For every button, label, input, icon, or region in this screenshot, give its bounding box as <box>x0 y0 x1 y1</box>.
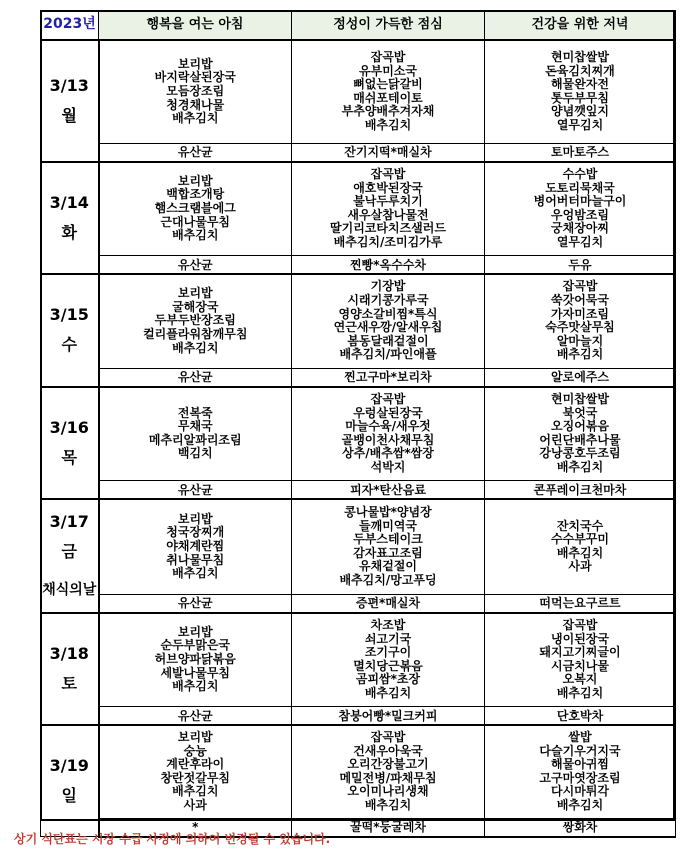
snack-cell: 잔기지떡*매실차 <box>292 143 485 162</box>
dinner-cell <box>485 499 676 594</box>
snack-cell: 유산균 <box>99 368 292 387</box>
breakfast-item: 백김치 <box>177 446 213 461</box>
day-snack-row <box>41 481 676 500</box>
lunch-item: 배추김치 <box>364 117 412 132</box>
breakfast-cell <box>99 274 292 368</box>
snack-cell: 꿀떡*둥굴레차 <box>292 818 485 837</box>
breakfast-item: 모듬장조림 <box>166 83 225 98</box>
lunch-item: 곰피쌈*초장 <box>355 672 421 687</box>
footer-notice: 상기 식단표는 시장 수급 사정에 의하여 변경될 수 있습니다. <box>14 832 331 846</box>
breakfast-item: 보리밥 <box>177 286 213 301</box>
dinner-item: 가자미조림 <box>551 306 609 321</box>
dinner-cell <box>485 274 676 368</box>
breakfast-item: 보리밥 <box>177 56 213 71</box>
dinner-item: 돼지고기찌글이 <box>539 645 621 660</box>
lunch-item: 잡곡밥 <box>370 166 406 181</box>
breakfast-header: 행복을 여는 아침 <box>99 11 292 41</box>
day-meals-row <box>41 613 676 707</box>
snack-cell: 쌍화차 <box>485 818 676 837</box>
day-weekday: 토 <box>61 673 77 693</box>
dinner-item: 열무김치 <box>556 234 604 249</box>
lunch-item: 잡곡밥 <box>370 729 406 744</box>
day-cell <box>41 162 99 275</box>
dinner-item: 숙주맛살무침 <box>545 320 615 335</box>
breakfast-item: 배추김치 <box>172 679 219 694</box>
breakfast-item: 창란젓갈무침 <box>160 770 231 785</box>
snack-cell: 증편*매실차 <box>292 594 485 613</box>
breakfast-item: 사과 <box>183 797 207 812</box>
dinner-item: 고구마엿장조림 <box>539 770 621 785</box>
lunch-item: 잡곡밥 <box>370 49 406 64</box>
day-weekday: 수 <box>61 335 77 355</box>
snack-cell: 피자*탄산음료 <box>292 481 485 500</box>
lunch-item: 뼈없는닭갈비 <box>353 77 423 92</box>
menu-table-body <box>41 40 676 837</box>
day-cell <box>41 274 99 387</box>
breakfast-item: 두부두반장조림 <box>154 313 236 328</box>
breakfast-item: 청경채나물 <box>166 97 225 112</box>
breakfast-cell <box>99 499 292 594</box>
menu-table-header <box>41 11 676 41</box>
breakfast-cell <box>99 613 292 707</box>
dinner-item: 도토리묵채국 <box>545 180 615 195</box>
dinner-item: 배추김치 <box>556 347 604 362</box>
dinner-item: 우엉밤조림 <box>551 207 609 222</box>
day-snack-row <box>41 707 676 726</box>
dinner-item: 다시마튀각 <box>551 784 609 799</box>
lunch-item: 멸치당근볶음 <box>353 658 423 673</box>
dinner-item: 해물완자전 <box>551 77 609 92</box>
day-snack-row <box>41 368 676 387</box>
breakfast-item: 바지락살된장국 <box>154 70 236 85</box>
dinner-item: 강낭콩호두조림 <box>539 446 621 461</box>
day-meals-row <box>41 40 676 143</box>
lunch-item: 상추/배추쌈*쌈장 <box>342 446 434 461</box>
lunch-cell <box>292 613 485 707</box>
lunch-item: 기장밥 <box>370 279 406 294</box>
day-date: 3/13 <box>49 75 89 95</box>
day-meals-row <box>41 162 676 256</box>
dinner-item: 수수부꾸미 <box>551 532 609 547</box>
snack-cell: * <box>99 818 292 837</box>
lunch-item: 배추김치 <box>364 797 412 812</box>
snack-cell: 단호박차 <box>485 707 676 726</box>
dinner-cell <box>485 387 676 481</box>
day-cell <box>41 725 99 837</box>
breakfast-item: 보리밥 <box>177 624 213 639</box>
day-date: 3/18 <box>49 643 89 663</box>
dinner-item: 배추김치 <box>556 545 604 560</box>
dinner-item: 시금치나물 <box>551 658 609 673</box>
breakfast-item: 전복죽 <box>177 405 213 420</box>
dinner-cell <box>485 613 676 707</box>
breakfast-item: 계란후라이 <box>166 757 225 772</box>
snack-cell: 유산균 <box>99 594 292 613</box>
snack-cell: 두유 <box>485 256 676 275</box>
dinner-item: 배추김치 <box>556 459 604 474</box>
lunch-item: 콩나물밥*양념장 <box>344 504 432 519</box>
dinner-cell <box>485 162 676 256</box>
lunch-item: 영양소갈비찜*특식 <box>338 306 438 321</box>
breakfast-item: 배추김치 <box>172 784 219 799</box>
lunch-header: 정성이 가득한 점심 <box>292 11 485 41</box>
day-note: 채식의날 <box>42 581 97 598</box>
day-meals-row <box>41 274 676 368</box>
lunch-cell <box>292 499 485 594</box>
breakfast-item: 백합조개탕 <box>166 187 225 202</box>
day-weekday: 목 <box>61 447 77 467</box>
dinner-item: 돈육김치찌개 <box>545 63 615 78</box>
day-date: 3/14 <box>49 192 89 212</box>
day-weekday: 월 <box>61 105 77 125</box>
day-cell <box>41 613 99 726</box>
breakfast-item: 숭늉 <box>183 743 207 758</box>
breakfast-item: 굴해장국 <box>172 299 219 314</box>
lunch-item: 배추김치 <box>364 685 412 700</box>
day-meals-row <box>41 725 676 818</box>
snack-cell: 콘푸레이크천마차 <box>485 481 676 500</box>
day-date: 3/17 <box>49 511 89 531</box>
lunch-item: 애호박된장국 <box>353 180 423 195</box>
dinner-item: 배추김치 <box>556 685 604 700</box>
lunch-cell <box>292 40 485 143</box>
lunch-item: 불낙두루치기 <box>353 194 423 209</box>
breakfast-cell <box>99 40 292 143</box>
day-date: 3/19 <box>49 756 89 775</box>
dinner-item: 오징어볶음 <box>551 419 609 434</box>
day-date: 3/15 <box>49 305 89 325</box>
snack-cell: 유산균 <box>99 481 292 500</box>
breakfast-item: 배추김치 <box>172 340 219 355</box>
dinner-item: 쑥갓어묵국 <box>551 293 609 308</box>
year-label: 2023년 <box>41 11 99 41</box>
lunch-item: 오리간장불고기 <box>347 757 429 772</box>
lunch-item: 매쉬포테이토 <box>353 90 423 105</box>
lunch-item: 딸기리코타치즈샐러드 <box>330 221 446 236</box>
lunch-item: 쇠고기국 <box>364 631 412 646</box>
dinner-cell <box>485 40 676 143</box>
lunch-item: 유채겉절이 <box>359 559 417 574</box>
lunch-item: 들깨미역국 <box>359 518 417 533</box>
day-date: 3/16 <box>49 417 89 437</box>
breakfast-item: 햄스크램블에그 <box>154 200 236 215</box>
breakfast-item: 보리밥 <box>177 173 213 188</box>
breakfast-item: 배추김치 <box>172 566 219 581</box>
breakfast-item: 배추김치 <box>172 111 219 126</box>
dinner-item: 쌀밥 <box>568 729 592 744</box>
lunch-item: 잡곡밥 <box>370 391 406 406</box>
lunch-item: 두부스테이크 <box>353 532 423 547</box>
lunch-item: 건새우아욱국 <box>353 743 423 758</box>
dinner-item: 북엇국 <box>562 405 598 420</box>
dinner-item: 배추김치 <box>556 797 604 812</box>
day-snack-row <box>41 143 676 162</box>
breakfast-cell <box>99 162 292 256</box>
lunch-item: 메밀전병/파채무침 <box>339 770 437 785</box>
breakfast-item: 메추리알꽈리조림 <box>148 432 242 447</box>
lunch-cell <box>292 725 485 818</box>
day-snack-row <box>41 594 676 613</box>
lunch-item: 오이미나리생채 <box>347 784 429 799</box>
day-cell <box>41 40 99 162</box>
snack-cell: 떠먹는요구르트 <box>485 594 676 613</box>
dinner-item: 양념깻잎지 <box>551 104 609 119</box>
lunch-item: 배추김치/조미김가루 <box>333 234 443 249</box>
dinner-item: 궁채장아찌 <box>551 221 609 236</box>
day-snack-row <box>41 256 676 275</box>
lunch-item: 배추김치/파인애플 <box>339 347 437 362</box>
breakfast-item: 보리밥 <box>177 511 213 526</box>
snack-cell: 찐빵*옥수수차 <box>292 256 485 275</box>
breakfast-item: 근대나물무침 <box>160 214 231 229</box>
lunch-item: 우렁살된장국 <box>353 405 423 420</box>
day-meals-row <box>41 387 676 481</box>
lunch-item: 부추양배추겨자채 <box>341 104 435 119</box>
lunch-item: 연근새우깡/알새우칩 <box>333 320 443 335</box>
dinner-item: 알마늘지 <box>556 333 604 348</box>
breakfast-item: 배추김치 <box>172 228 219 243</box>
lunch-item: 감자표고조림 <box>353 545 423 560</box>
breakfast-item: 컬리플라워참깨무침 <box>143 327 248 342</box>
dinner-item: 잔치국수 <box>556 518 604 533</box>
snack-cell: 유산균 <box>99 707 292 726</box>
dinner-item: 잡곡밥 <box>562 617 598 632</box>
dinner-item: 다슬기우거지국 <box>539 743 621 758</box>
dinner-item: 병어버터마늘구이 <box>533 194 627 209</box>
dinner-item: 톳두부무침 <box>551 90 609 105</box>
lunch-item: 골뱅이천사채무침 <box>341 432 435 447</box>
lunch-cell <box>292 274 485 368</box>
breakfast-item: 취나물무침 <box>166 552 225 567</box>
dinner-item: 현미찹쌀밥 <box>551 49 609 64</box>
breakfast-cell <box>99 387 292 481</box>
day-cell <box>41 387 99 500</box>
breakfast-item: 보리밥 <box>177 729 213 744</box>
day-meals-row <box>41 499 676 594</box>
dinner-item: 냉이된장국 <box>551 631 609 646</box>
lunch-cell <box>292 387 485 481</box>
lunch-item: 배추김치/망고푸딩 <box>339 572 437 587</box>
day-cell <box>41 499 99 613</box>
dinner-item: 사과 <box>568 559 592 574</box>
day-weekday: 화 <box>61 222 77 242</box>
breakfast-item: 세발나물무침 <box>160 665 231 680</box>
dinner-item: 해물아귀찜 <box>551 757 609 772</box>
snack-cell: 유산균 <box>99 256 292 275</box>
dinner-header: 건강을 위한 저녁 <box>485 11 676 41</box>
lunch-item: 조기구이 <box>364 645 412 660</box>
lunch-item: 석박지 <box>370 459 406 474</box>
dinner-item: 수수밥 <box>562 166 598 181</box>
dinner-cell <box>485 725 676 818</box>
weekly-menu-table <box>40 10 676 838</box>
breakfast-item: 무채국 <box>177 419 213 434</box>
dinner-item: 어린단배추나물 <box>539 432 621 447</box>
dinner-item: 잡곡밥 <box>562 279 598 294</box>
breakfast-item: 청국장찌개 <box>166 525 225 540</box>
breakfast-item: 야채계란찜 <box>166 538 225 553</box>
lunch-item: 봄동달래겉절이 <box>347 333 429 348</box>
dinner-item: 현미찹쌀밥 <box>551 391 609 406</box>
snack-cell: 찐고구마*보리차 <box>292 368 485 387</box>
snack-cell: 토마토주스 <box>485 143 676 162</box>
lunch-item: 새우살참나물전 <box>347 207 429 222</box>
dinner-item: 열무김치 <box>556 117 604 132</box>
lunch-item: 차조밥 <box>370 617 406 632</box>
snack-cell: 알로에주스 <box>485 368 676 387</box>
lunch-item: 유부미소국 <box>359 63 417 78</box>
breakfast-item: 허브양파닭볶음 <box>154 651 236 666</box>
lunch-item: 마늘수육/새우젓 <box>345 419 431 434</box>
snack-cell: 참붕어빵*밀크커피 <box>292 707 485 726</box>
lunch-item: 시래기콩가루국 <box>347 293 429 308</box>
breakfast-item: 순두부맑은국 <box>160 638 231 653</box>
dinner-item: 오복지 <box>562 672 598 687</box>
day-weekday: 일 <box>61 786 77 805</box>
snack-cell: 유산균 <box>99 143 292 162</box>
breakfast-cell <box>99 725 292 818</box>
lunch-cell <box>292 162 485 256</box>
day-weekday: 금 <box>61 541 77 561</box>
